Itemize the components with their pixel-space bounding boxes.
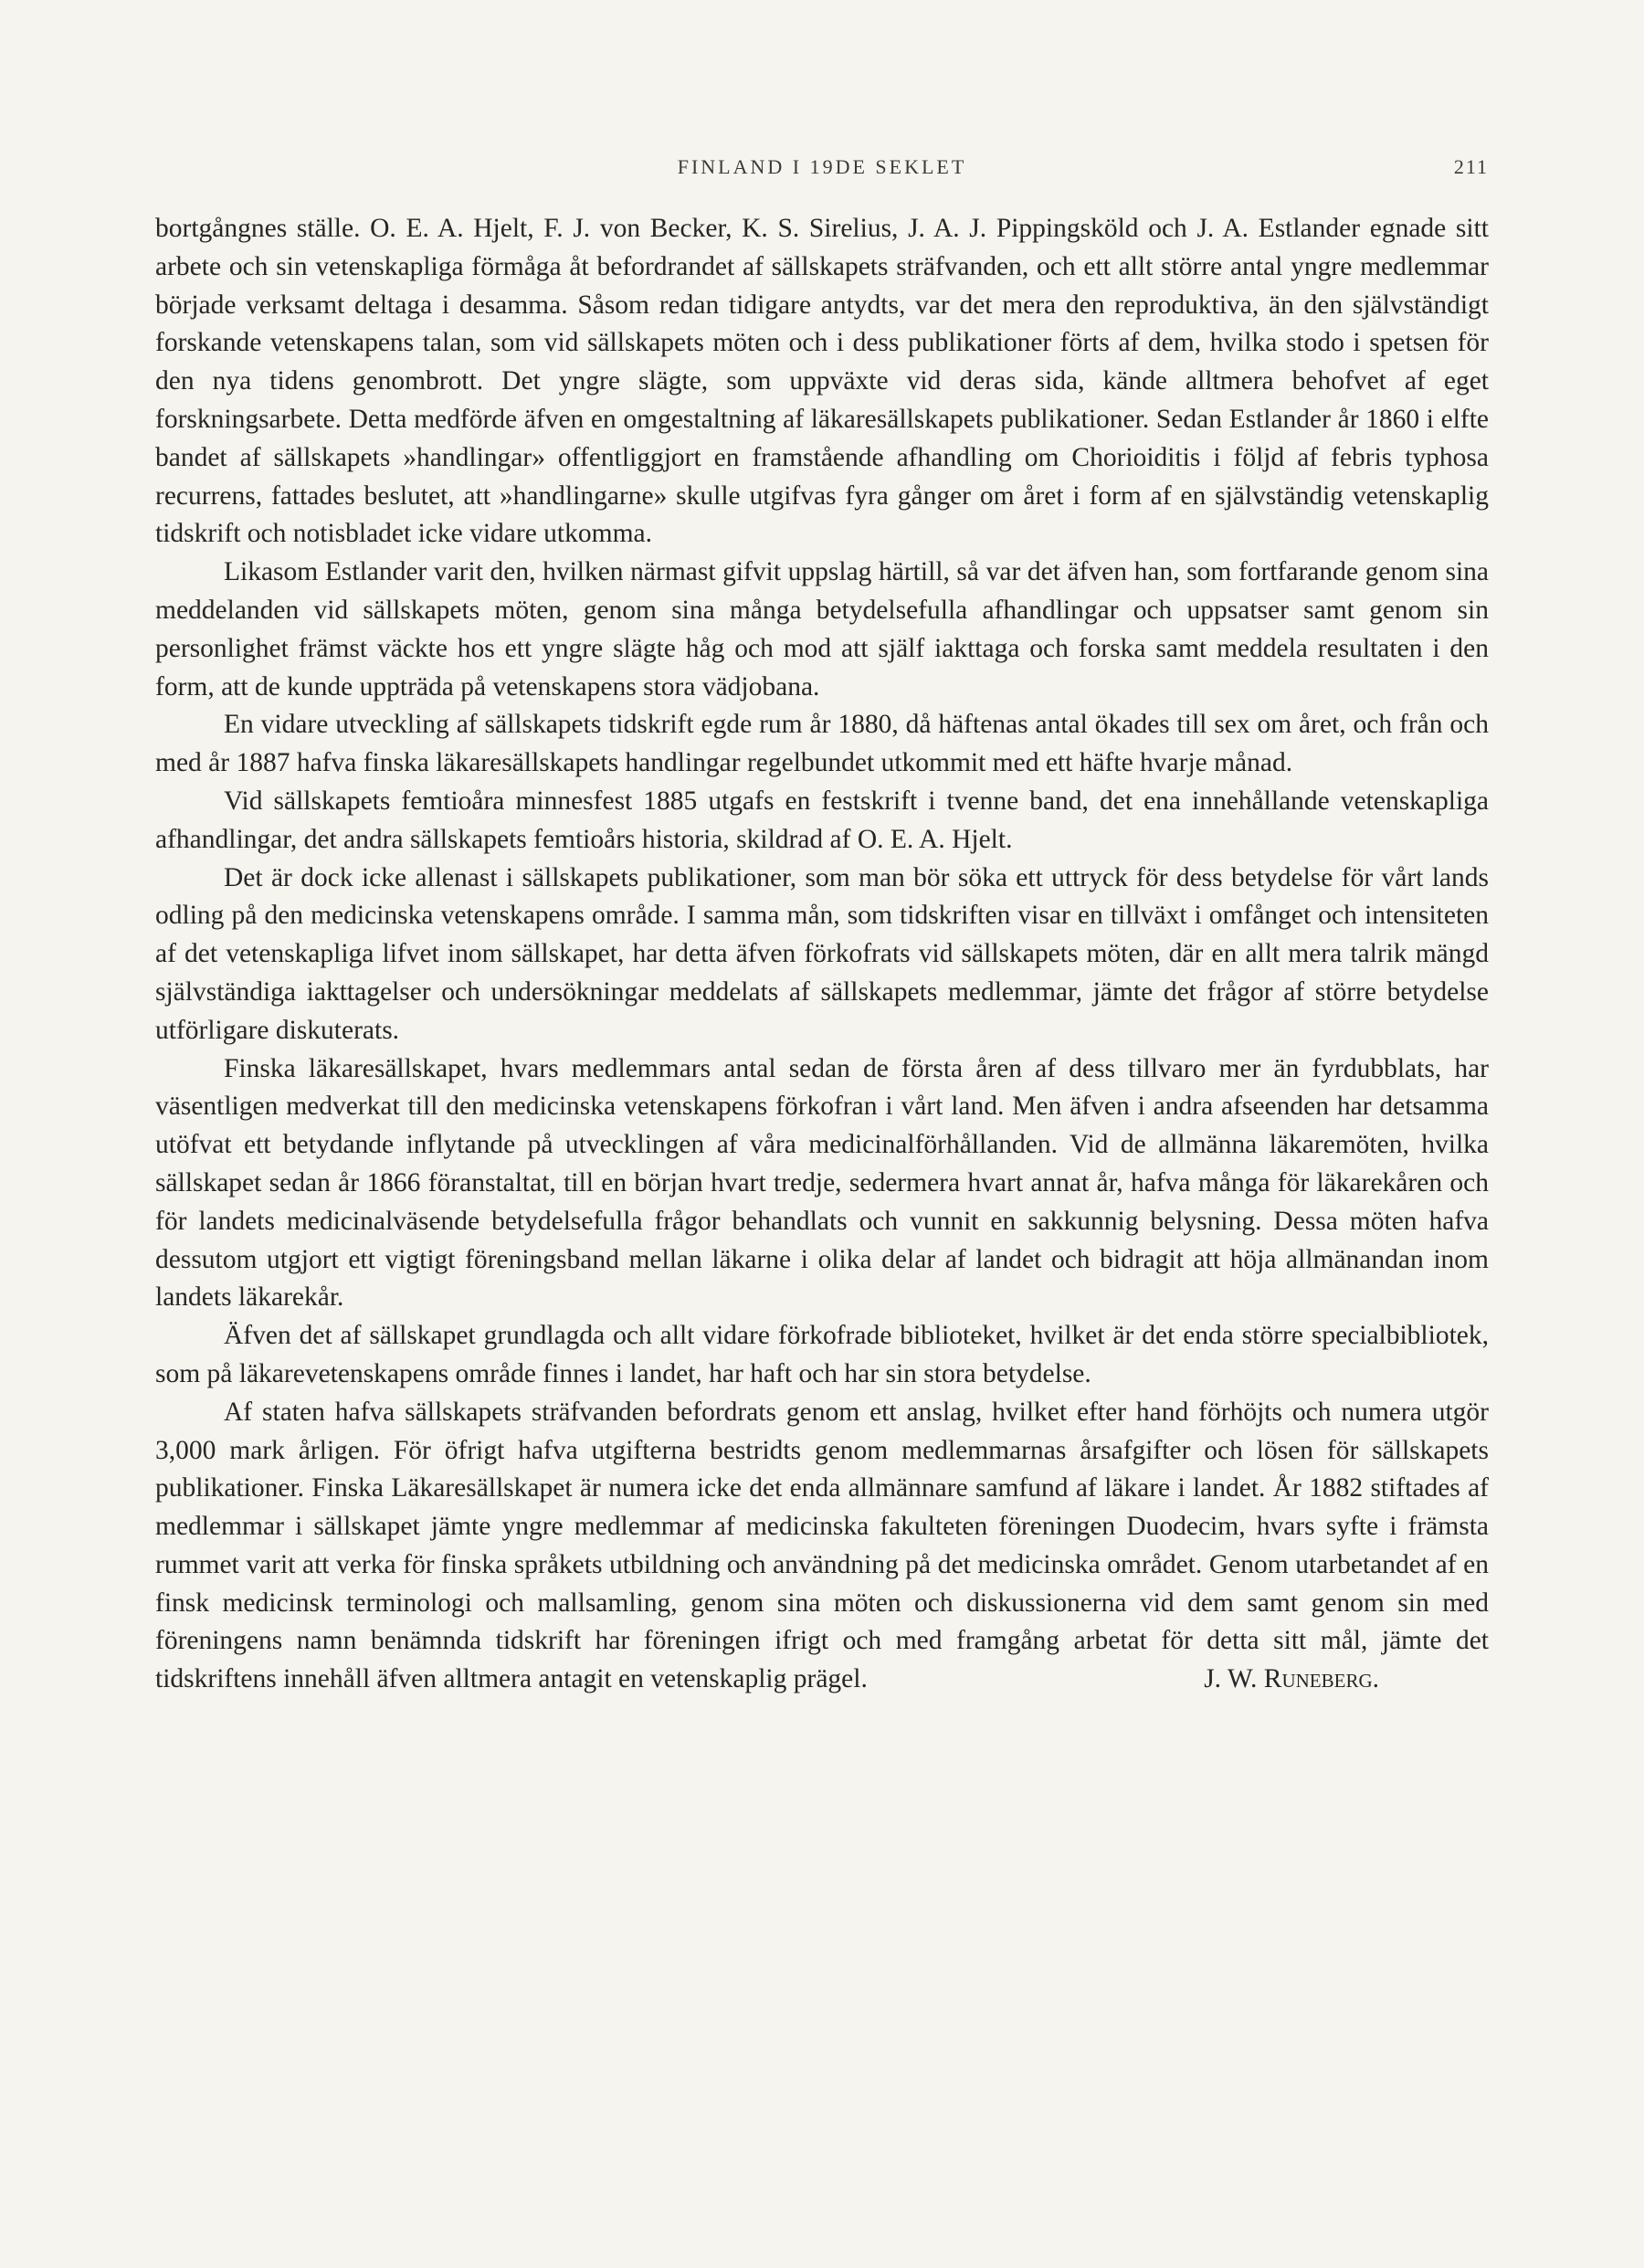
paragraph-8-text: Af staten hafva sällskapets sträfvanden befordrats genom ett anslag, hvilket efter hand förhöjts och numera utgör 3,000 mark årligen. För öfrigt hafva utgifterna bestridts genom medlemmarnas årsafgifter och lösen för sällskapets publikationer. Finska Läkaresällskapet är numera icke det enda allmännare samfund af läkare i landet. År 1882 stiftades af medlemmar i sällskapet jämte yngre medlemmar af medicinska fakulteten föreningen Duodecim, hvars syfte i främsta rummet varit att verka för finska språkets utbildning och användning på det medicinska området. Genom utarbetandet af en finsk medicinsk terminologi och mallsamling, genom sina möten och diskussionerna vid dem samt genom sin med föreningens namn benämnda tidskrift har föreningen ifrigt och med framgång arbetat för detta sitt mål, jämte det tidskriftens innehåll äfven alltmera antagit en vetenskaplig prägel. [155, 1397, 1489, 1694]
paragraph-5: Det är dock icke allenast i sällskapets publikationer, som man bör söka ett uttryck för dess betydelse för vårt lands odling på den medicinska vetenskapens område. I samma mån, som tidskriften visar en tillväxt i omfånget och intensiteten af det vetenskapliga lifvet inom sällskapet, har detta äfven förkofrats vid sällskapets möten, där en allt mera talrik mängd självständiga iakttagelser och undersökningar meddelats af sällskapets medlemmar, jämte det frågor af större betydelse utförligare diskuterats. [155, 862, 1489, 1045]
author-signature: J. W. Runeberg. [1204, 1664, 1379, 1694]
paragraph-8 [155, 1394, 1489, 1699]
body-text [155, 210, 1489, 1699]
paragraph-1: bortgångnes ställe. O. E. A. Hjelt, F. J. von Becker, K. S. Sirelius, J. A. J. Pippingsköld och J. A. Estlander egnade sitt arbete och sin vetenskapliga förmåga åt befordrandet af sällskapets sträfvanden, och ett allt större antal yngre medlemmar började verksamt deltaga i desamma. Såsom redan tidigare antydts, var det mera den reproduktiva, än den självständigt forskande vetenskapens talan, som vid sällskapets möten och i dess publikationer förts af dem, hvilka stodo i spetsen för den nya tidens genombrott. Det yngre slägte, som uppväxte vid deras sida, kände alltmera behofvet af eget forskningsarbete. Detta medförde äfven en omgestaltning af läkaresällskapets publikationer. Sedan Estlander år 1860 i elfte bandet af sällskapets »handlingar» offentliggjort en framstående afhandling om Chorioiditis i följd af febris typhosa recurrens, fattades beslutet, att »handlingarne» skulle utgifvas fyra gånger om året i form af en självständig vetenskaplig tidskrift och notisbladet icke vidare utkomma. [155, 214, 1489, 549]
paragraph-2: Likasom Estlander varit den, hvilken närmast gifvit uppslag härtill, så var det äfven han, som fortfarande genom sina meddelanden vid sällskapets möten, genom sina många betydelsefulla afhandlingar och uppsatser samt genom sin personlighet främst väckte hos ett yngre slägte håg och mod att själf iakttaga och forska samt meddela resultaten i den form, att de kunde uppträda på vetenskapens stora vädjobana. [155, 557, 1489, 701]
paragraph-7: Äfven det af sällskapet grundlagda och allt vidare förkofrade biblioteket, hvilket är det enda större specialbibliotek, som på läkarevetenskapens område finnes i landet, har haft och har sin stora betydelse. [155, 1321, 1489, 1388]
page-number: 211 [1453, 155, 1489, 178]
paragraph-3: En vidare utveckling af sällskapets tidskrift egde rum år 1880, då häftenas antal ökades till sex om året, och från och med år 1887 hafva finska läkaresällskapets handlingar regelbundet utkommit med ett häfte hvarje månad. [155, 710, 1489, 778]
paragraph-6: Finska läkaresällskapet, hvars medlemmars antal sedan de första åren af dess tillvaro mer än fyrdubblats, har väsentligen medverkat till den medicinska vetenskapens förkofran i vårt land. Men äfven i andra afseenden har detsamma utöfvat ett betydande inflytande på utvecklingen af våra medicinalförhållanden. Vid de allmänna läkaremöten, hvilka sällskapet sedan år 1866 föranstaltat, till en början hvart tredje, sedermera hvart annat år, hafva många för läkarekåren och för landets medicinalväsende betydelsefulla frågor behandlats och vunnit en sakkunnig belysning. Dessa möten hafva dessutom utgjort ett vigtigt föreningsband mellan läkarne i olika delar af landet och bidragit att höja allmänandan inom landets läkarekår. [155, 1053, 1489, 1313]
page-header [155, 155, 1489, 192]
paragraph-4: Vid sällskapets femtioåra minnesfest 1885 utgafs en festskrift i tvenne band, det ena innehållande vetenskapliga afhandlingar, det andra sällskapets femtioårs historia, skildrad af O. E. A. Hjelt. [155, 786, 1489, 854]
running-title: FINLAND I 19DE SEKLET [677, 155, 967, 178]
